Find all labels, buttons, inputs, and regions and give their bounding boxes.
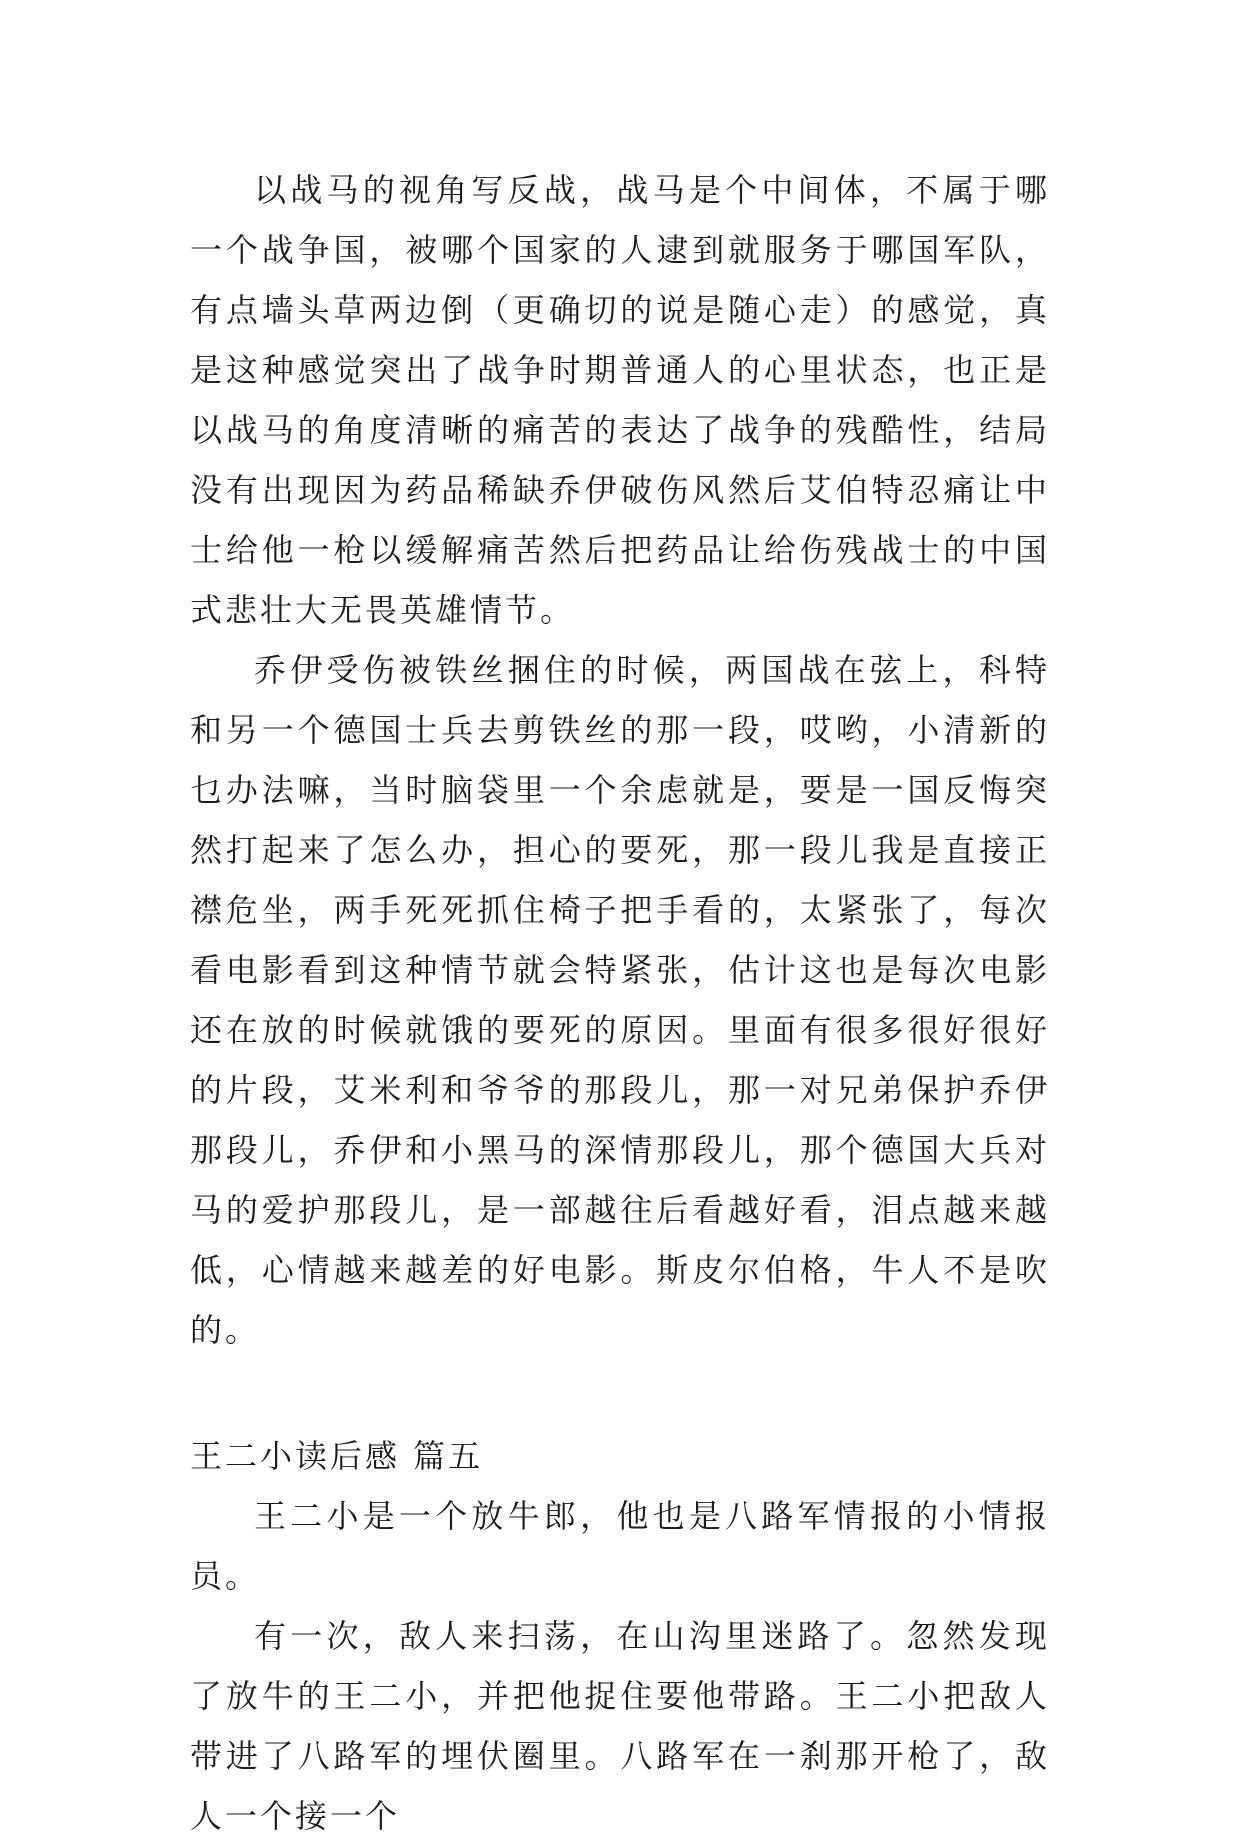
section-gap [190,1360,1050,1426]
paragraph: 乔伊受伤被铁丝捆住的时候，两国战在弦上，科特和另一个德国士兵去剪铁丝的那一段，哎哟，小清新的乜办法嘛，当时脑袋里一个余虑就是，要是一国反悔突然打起来了怎么办，担心的要死，那一段儿我是直接正襟危坐，两手死死抓住椅子把手看的，太紧张了，每次看电影看到这种情节就会特紧张，估计这也是每次电影还在放的时候就饿的要死的原因。里面有很多很好很好的片段，艾米利和爷爷的那段儿，那一对兄弟保护乔伊那段儿，乔伊和小黑马的深情那段儿，那个德国大兵对马的爱护那段儿，是一部越往后看越好看，泪点越来越低，心情越来越差的好电影。斯皮尔伯格，牛人不是吹的。 [190,651,1050,1349]
paragraph: 以战马的视角写反战，战马是个中间体，不属于哪一个战争国，被哪个国家的人逮到就服务于哪国军队，有点墙头草两边倒（更确切的说是随心走）的感觉，真是这种感觉突出了战争时期普通人的心里状态，也正是以战马的角度清晰的痛苦的表达了战争的残酷性，结局没有出现因为药品稀缺乔伊破伤风然后艾伯特忍痛让中士给他一枪以缓解痛苦然后把药品让给伤残战士的中国式悲壮大无畏英雄情节。 [190,171,1050,629]
paragraph: 王二小是一个放牛郎，他也是八路军情报的小情报员。 [190,1497,1050,1595]
section-heading: 王二小读后感 篇五 [190,1437,484,1475]
paragraph: 有一次，敌人来扫荡，在山沟里迷路了。忽然发现了放牛的王二小，并把他捉住要他带路。王二小把敌人带进了八路军的埋伏圈里。八路军在一刹那开枪了，敌人一个接一个 [190,1617,1050,1835]
document-page [190,160,1050,1846]
